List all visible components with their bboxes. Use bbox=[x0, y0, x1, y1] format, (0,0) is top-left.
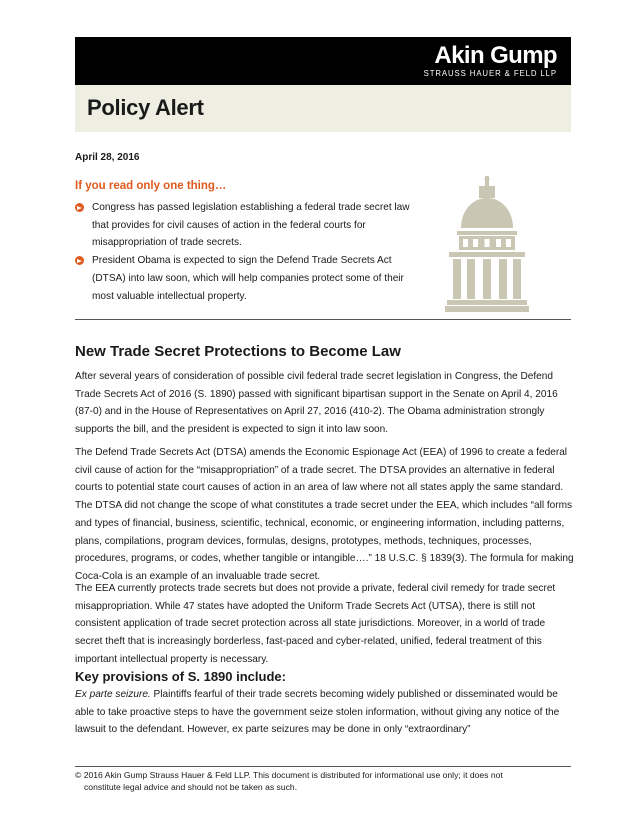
article-paragraph: The EEA currently protects trade secrets but does not provide a private, federal civil remedy for trade secret misappropriation. While 47 states have adopted the Uniform Trade Secrets Act (UTSA), there is still not consistent application of trade secret protection across all state jurisdictions. Moreover, in a world of trade secret theft that is increasingly borderless, fast-paced and cyber-related, unified, federal treatment of this important intellectual property is necessary. bbox=[75, 583, 556, 665]
summary-list bbox=[75, 199, 425, 305]
summary-bullet bbox=[75, 199, 425, 252]
footer-line: © 2016 Akin Gump Strauss Hauer & Feld LLP. This document is distributed for informational use only; it does not bbox=[75, 770, 503, 780]
header-bar bbox=[75, 37, 571, 85]
summary-bullet-text: Congress has passed legislation establishing a federal trade secret law that provides for civil causes of action in the federal courts for misappropriation of trade secrets. bbox=[92, 202, 410, 249]
title-band bbox=[75, 85, 571, 132]
footer-divider bbox=[75, 766, 571, 767]
footer-disclaimer bbox=[75, 770, 571, 793]
summary-heading: If you read only one thing… bbox=[75, 180, 227, 192]
logo-wordmark: Akin Gump bbox=[434, 42, 557, 69]
capitol-dome-icon bbox=[445, 176, 529, 312]
key-provisions-heading: Key provisions of S. 1890 include: bbox=[75, 669, 286, 684]
arrow-bullet-icon bbox=[75, 256, 84, 265]
section-divider bbox=[75, 319, 571, 320]
summary-bullet-text: President Obama is expected to sign the Defend Trade Secrets Act (DTSA) into law soon, which will help companies protect some of their most valuable intellectual property. bbox=[92, 255, 404, 302]
provision-text: Plaintiffs fearful of their trade secrets becoming widely published or disseminated would be able to take proactive steps to have the government seize stolen information, without giving any notice of the lawsuit to the defendant. However, ex parte seizures may be done in only “extraordinary” bbox=[75, 689, 560, 736]
logo-subtitle: STRAUSS HAUER & FELD LLP bbox=[423, 69, 557, 78]
article-title: New Trade Secret Protections to Become Law bbox=[75, 343, 401, 360]
footer-line: constitute legal advice and should not be taken as such. bbox=[84, 781, 298, 792]
article-paragraph: The Defend Trade Secrets Act (DTSA) amends the Economic Espionage Act (EEA) of 1996 to create a federal civil cause of action for the “misappropriation” of a trade secret. The DTSA provides an alternative in federal courts to potential state court causes of action in an area of law where not all states apply the same standard. The DTSA did not change the scope of what constitutes a trade secret under the EEA, which includes “all forms and types of financial, business, scientific, technical, economic, or engineering information, including patterns, plans, compilations, program devices, formulas, designs, prototypes, methods, techniques, processes, procedures, programs, or codes, whether tangible or intangible….” 18 U.S.C. § 1839(3). The formula for making Coca-Cola is an example of an invaluable trade secret. bbox=[75, 447, 574, 582]
publication-date: April 28, 2016 bbox=[75, 152, 140, 163]
provision-paragraph bbox=[75, 686, 575, 739]
arrow-bullet-icon bbox=[75, 203, 84, 212]
article-paragraph: After several years of consideration of possible civil federal trade secret legislation in Congress, the Defend Trade Secrets Act of 2016 (S. 1890) passed with significant bipartisan support in the Senate on April 4, 2016 (87-0) and in the House of Representatives on April 27, 2016 (410-2). The Obama administration strongly supports the bill, and the president is expected to sign it into law soon. bbox=[75, 371, 558, 436]
summary-bullet bbox=[75, 252, 425, 305]
page-title: Policy Alert bbox=[87, 95, 204, 120]
provision-term: Ex parte seizure. bbox=[75, 689, 151, 700]
